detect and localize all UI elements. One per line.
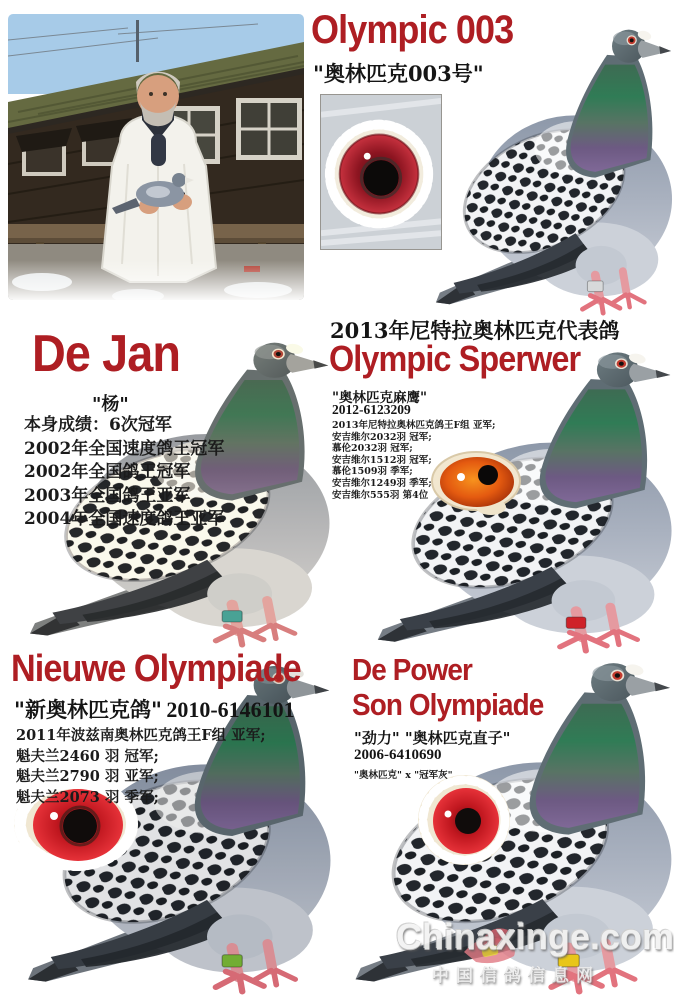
dejan-achievement-line: 2003年全国鸽王亚军	[24, 485, 191, 506]
sperwer-subtitle: "奥林匹克麻鹰"	[332, 390, 428, 406]
sperwer-result-line: 慕伦1509羽 季军;	[332, 466, 413, 478]
breeder-photo	[8, 14, 304, 300]
dejan-achievement-line: 2002年全国速度鸽王冠军	[24, 438, 225, 459]
depower-subtitle: "劲力" "奥林匹克直子"	[354, 729, 511, 747]
dejan-subtitle: "杨"	[92, 394, 129, 415]
sperwer-ring-number: 2012-6123209	[332, 402, 411, 417]
nieuwe-subtitle-row	[14, 694, 295, 724]
dejan-title: De Jan	[32, 325, 181, 383]
sperwer-result-line: 安吉维尔555羽 第4位	[332, 489, 429, 501]
sperwer-result-line: 慕伦2032羽 冠军;	[332, 443, 413, 455]
sperwer-title: Olympic Sperwer	[329, 338, 581, 379]
dejan-achievement-line: 本身成绩：6次冠军	[24, 415, 172, 435]
depower-title-line1: De Power	[352, 652, 472, 687]
sperwer-result-line: 安吉维尔1512羽 冠军;	[332, 454, 432, 466]
sperwer-results	[332, 420, 496, 501]
depower-title-line2: Son Olympiade	[352, 687, 544, 722]
sperwer-result-line: 安吉维尔2032羽 冠军;	[332, 431, 432, 443]
dejan-achievements	[24, 414, 224, 532]
dejan-achievement-line: 2004年全国速度鸽王亚军	[24, 509, 225, 529]
olympic003-subtitle: "奥林匹克003号"	[313, 61, 484, 86]
nieuwe-result-line: 魁夫兰2073 羽 季军;	[16, 788, 159, 806]
depower-pedigree: "奥林匹克" x "冠军灰"	[354, 770, 453, 781]
breeder-photo-art	[8, 14, 304, 300]
nieuwe-title: Nieuwe Olympiade	[11, 648, 301, 690]
depower-eye-photo	[416, 772, 516, 870]
watermark-site: Chinaxinge.com	[396, 916, 674, 957]
dejan-achievement-line: 2002年全国鸽王冠军	[24, 462, 191, 482]
sperwer-result-line: 2013年尼特拉奥林匹克鸽王F组 亚军;	[332, 420, 496, 431]
nieuwe-result-line: 魁夫兰2790 羽 亚军;	[16, 768, 159, 785]
sperwer-pretitle: 2013年尼特拉奥林匹克代表鸽	[330, 318, 620, 343]
sperwer-result-line: 安吉维尔1249羽 季军;	[332, 477, 432, 489]
watermark-site-cn: 中国信鸽信息网	[432, 966, 600, 986]
nieuwe-result-line: 2011年波兹南奥林匹克鸽王F组 亚军;	[16, 727, 266, 744]
nieuwe-results	[16, 726, 266, 808]
depower-ring-number: 2006-6410690	[354, 747, 442, 763]
olympic003-title: Olympic 003	[311, 8, 514, 52]
nieuwe-result-line: 魁夫兰2460 羽 冠军;	[16, 747, 159, 765]
olympic003-eye-photo	[320, 94, 442, 250]
nieuwe-ring-number: 2010-6146101	[166, 697, 295, 722]
watermark-mascot-pigeon-icon	[452, 922, 524, 974]
nieuwe-subtitle: "新奥林匹克鸽"	[14, 697, 162, 722]
